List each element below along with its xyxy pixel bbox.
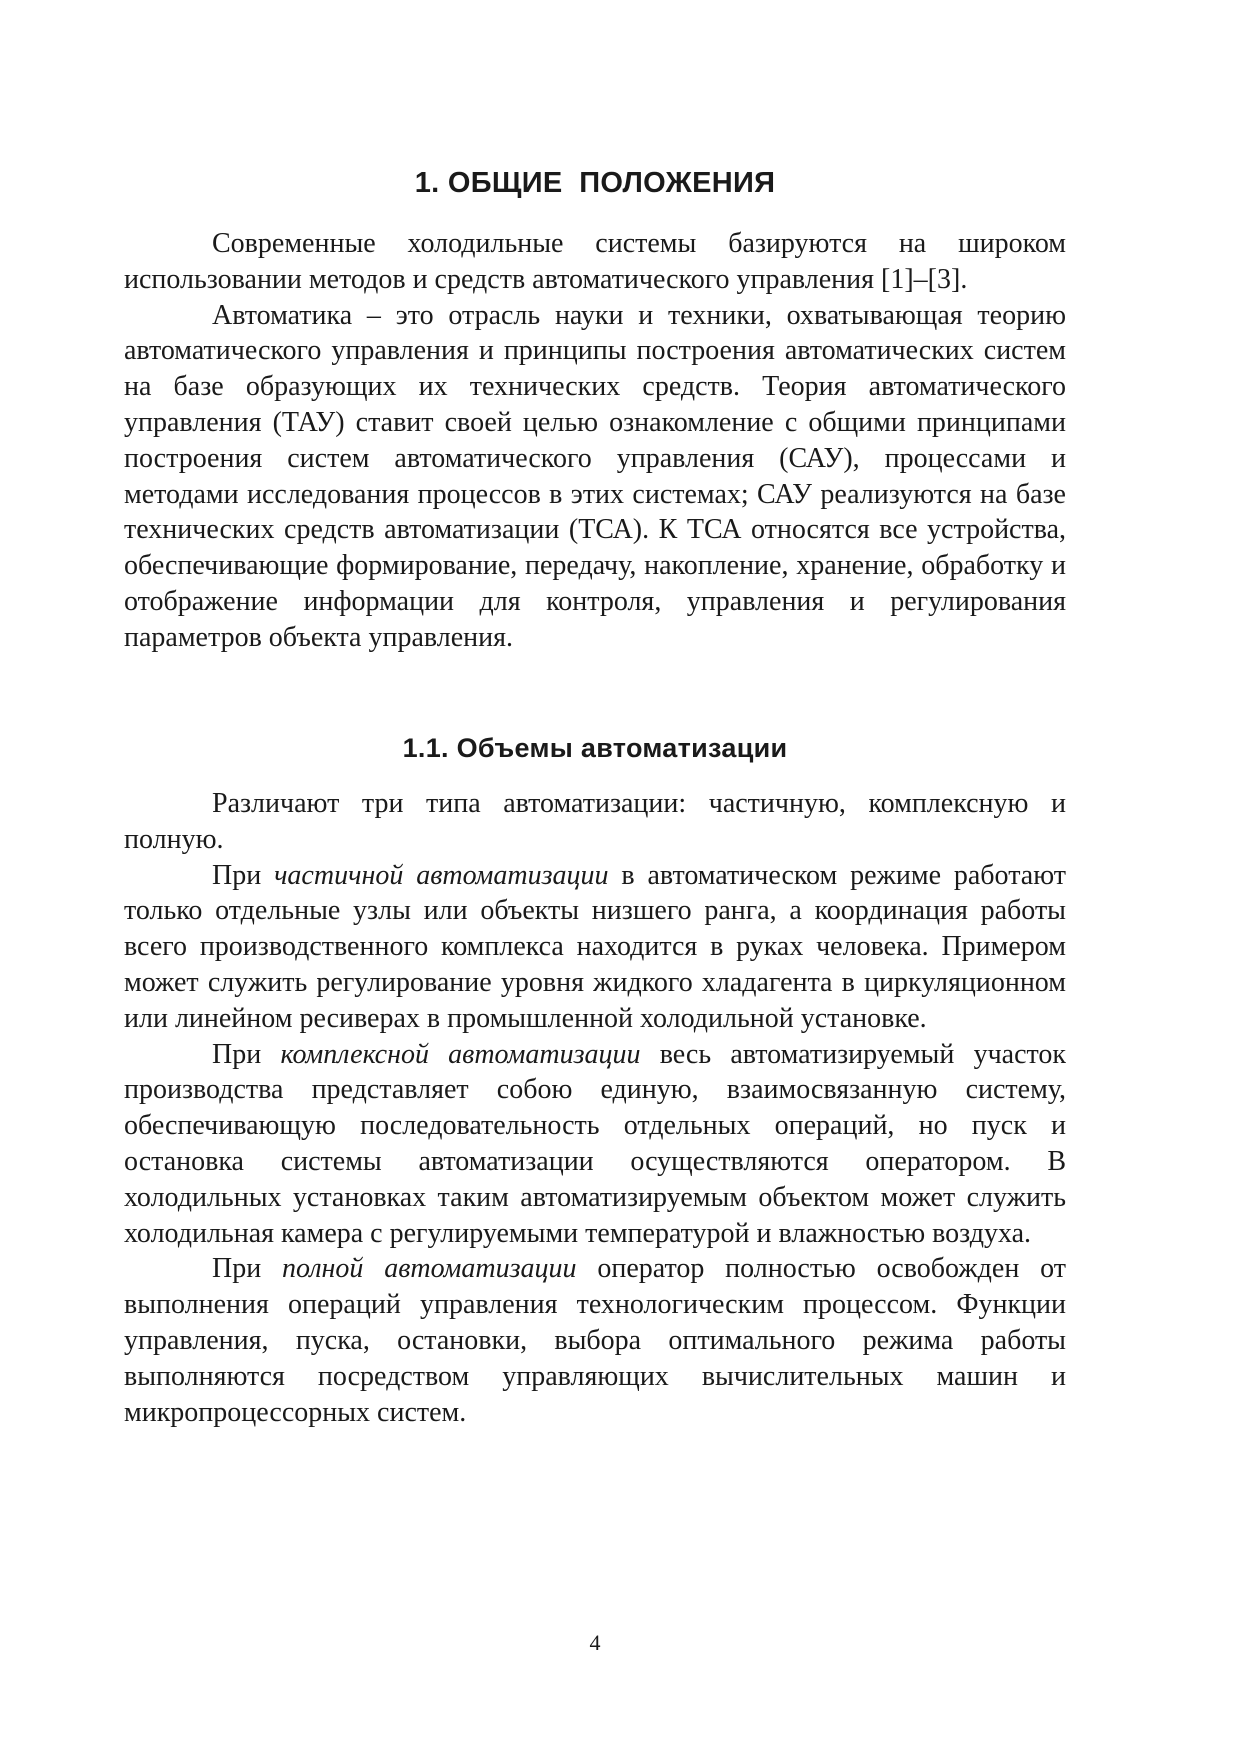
paragraph-text: в автоматическом режиме работают только отдельные узлы или объекты низшего ранга, а координация работы всего производственного комплекса находится в руках человека. Примером может служить регулирование уровня жидкого хладагента в циркуляционном или линейном ресиверах в промышленной холодильной установке. (124, 859, 1066, 1034)
section-title: 1. ОБЩИЕ ПОЛОЖЕНИЯ (414, 167, 776, 199)
paragraph-text: оператор полностью освобожден от выполнения операций управления технологическим процессом. Функции управления, пуска, остановки, выбора оптимального режима работы выполняются посредством управляющих вычислительных машин и микропроцессорных систем. (124, 1253, 1066, 1428)
term-partial-automation: частичной автоматизации (274, 859, 609, 891)
paragraph-full-automation (124, 1251, 1066, 1430)
subsection-title: 1.1. Объемы автоматизации (402, 733, 788, 763)
paragraph-types-intro: Различают три типа автоматизации: частичную, комплексную и полную. (124, 788, 1066, 855)
paragraph-complex-automation (124, 1037, 1066, 1252)
paragraph-lead: При (212, 1253, 283, 1285)
term-complex-automation: комплексной автоматизации (280, 1038, 641, 1070)
section-body (124, 226, 1066, 656)
paragraph-text: весь автоматизируемый участок производства представляет собою единую, взаимосвязанную систему, обеспечивающую последовательность отдельных операций, но пуск и остановка системы автоматизации осуществляются оператором. В холодильных установках таким автоматизируемым объектом может служить холодильная камера с регулируемыми температурой и влажностью воздуха. (124, 1038, 1066, 1249)
paragraph-partial-automation (124, 858, 1066, 1037)
paragraph-lead: При (212, 1038, 281, 1070)
paragraph-automation-definition: Автоматика – это отрасль науки и техники, охватывающая теорию автоматического управления и принципы построения автоматических систем на базе образующих их технических средств. Теория автоматического управления (ТАУ) ставит своей целью ознакомление с общими принципами построения систем автоматического управления (САУ), процессами и методами исследования процессов в этих системах; САУ реализуются на базе технических средств автоматизации (ТСА). К ТСА относятся все устройства, обеспечивающие формирование, передачу, накопление, хранение, обработку и отображение информации для контроля, управления и регулирования параметров объекта управления. (124, 299, 1066, 653)
paragraph-lead: При (212, 859, 275, 891)
document-page (124, 0, 1066, 1755)
subsection-body (124, 786, 1066, 1430)
paragraph-intro: Современные холодильные системы базируются на широком использовании методов и средств автоматического управления [1]–[3]. (124, 228, 1066, 295)
page-number: 4 (589, 1630, 601, 1655)
term-full-automation: полной автоматизации (282, 1253, 577, 1285)
